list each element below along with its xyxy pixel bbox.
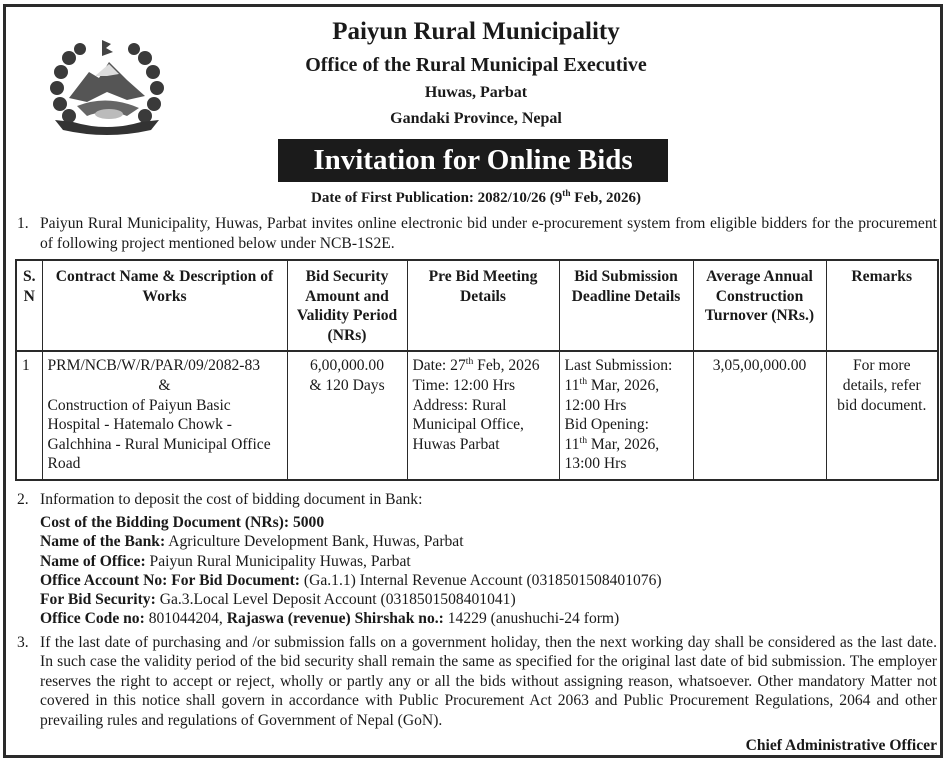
clause-2-intro: Information to deposit the cost of bidding document in Bank: xyxy=(40,491,423,508)
bidding-document-cost: Cost of the Bidding Document (NRs): 5000 xyxy=(40,514,325,531)
prebid-address: Address: Rural Municipal Office, Huwas Parbat xyxy=(412,396,524,453)
signatory-title: Chief Administrative Officer xyxy=(745,737,937,754)
cell-sn: 1 xyxy=(16,351,42,480)
prebid-time: Time: 12:00 Hrs xyxy=(412,376,516,394)
bid-document-account: Office Account No: For Bid Document: (Ga.1.1) Internal Revenue Account (0318501508401076) xyxy=(40,572,662,589)
header-contract: Contract Name & Description of Works xyxy=(42,260,287,351)
cell-turnover: 3,05,00,000.00 xyxy=(693,351,826,480)
office-code: Office Code no: 801044204, Rajaswa (revenue) Shirshak no.: 14229 (anushuchi-24 form) xyxy=(40,610,620,627)
cell-bid-security xyxy=(287,351,407,480)
cell-contract xyxy=(42,351,287,480)
municipality-title: Paiyun Rural Municipality xyxy=(332,18,620,45)
table-header-row xyxy=(16,260,938,351)
bids-table xyxy=(15,259,939,481)
office-title: Office of the Rural Municipal Executive xyxy=(305,54,647,76)
clause-3-text: If the last date of purchasing and /or submission falls on a government holiday, then the next working day shall be considered as the last date. In such case the validity period of the bid security shall remain the same as specified for the original last date of bid submission. The employer reserves the right to accept or reject, wholly or partly any or all the bids without assigning reason, whatsoever. Other mandatory Matter not covered in this notice shall govern in accordance with Public Procurement Act 2063 and Public Procurement Regulations, 2064 and other prevailing rules and regulations of Government of Nepal (GoN). xyxy=(40,634,937,729)
contract-id: PRM/NCB/W/R/PAR/09/2082-83 xyxy=(47,357,261,375)
clause-1-number: 1. xyxy=(17,215,29,232)
prebid-date: Date: 27th Feb, 2026 xyxy=(412,356,540,375)
last-submission-date: 11th Mar, 2026, xyxy=(564,375,660,394)
bid-validity: & 120 Days xyxy=(309,376,385,394)
table-row xyxy=(16,351,938,480)
office-province: Gandaki Province, Nepal xyxy=(390,110,562,127)
header-prebid: Pre Bid Meeting Details xyxy=(407,260,559,351)
bid-opening-date: 11th Mar, 2026, xyxy=(564,434,660,453)
cell-submission xyxy=(559,351,693,480)
header-bid-security: Bid Security Amount and Validity Period (NRs) xyxy=(287,260,407,351)
header-turnover: Average Annual Construction Turnover (NRs.) xyxy=(693,260,826,351)
bid-security-amount: 6,00,000.00 xyxy=(309,357,385,375)
header-remarks: Remarks xyxy=(826,260,938,351)
header-submission: Bid Submission Deadline Details xyxy=(559,260,693,351)
last-submission-label: Last Submission: xyxy=(564,357,673,375)
contract-ampersand: & xyxy=(158,376,171,394)
clause-1-text: Paiyun Rural Municipality, Huwas, Parbat invites online electronic bid under e-procurement system from eligible bidders for the procurement of following project mentioned below under NCB-1S2E. xyxy=(40,215,937,252)
bid-opening-time: 13:00 Hrs xyxy=(564,455,627,473)
bank-name: Name of the Bank: Agriculture Development Bank, Huwas, Parbat xyxy=(40,533,464,550)
office-name: Name of Office: Paiyun Rural Municipality Huwas, Parbat xyxy=(40,553,411,570)
bid-opening-label: Bid Opening: xyxy=(564,416,649,434)
header-sn: S. N xyxy=(16,260,42,351)
clause-3-number: 3. xyxy=(17,634,29,651)
last-submission-time: 12:00 Hrs xyxy=(564,396,627,414)
office-location: Huwas, Parbat xyxy=(424,84,528,101)
bid-security-account: For Bid Security: Ga.3.Local Level Deposit Account (0318501508401041) xyxy=(40,591,516,608)
contract-description: Construction of Paiyun Basic Hospital - Hatemalo Chowk - Galchhina - Rural Municipal Office Road xyxy=(47,396,271,473)
cell-prebid xyxy=(407,351,559,480)
clause-2-number: 2. xyxy=(17,491,29,508)
publication-date: Date of First Publication: 2082/10/26 (9th Feb, 2026) xyxy=(311,189,641,206)
cell-remarks: For more details, refer bid document. xyxy=(826,351,938,480)
notice-banner: Invitation for Online Bids xyxy=(278,139,668,182)
